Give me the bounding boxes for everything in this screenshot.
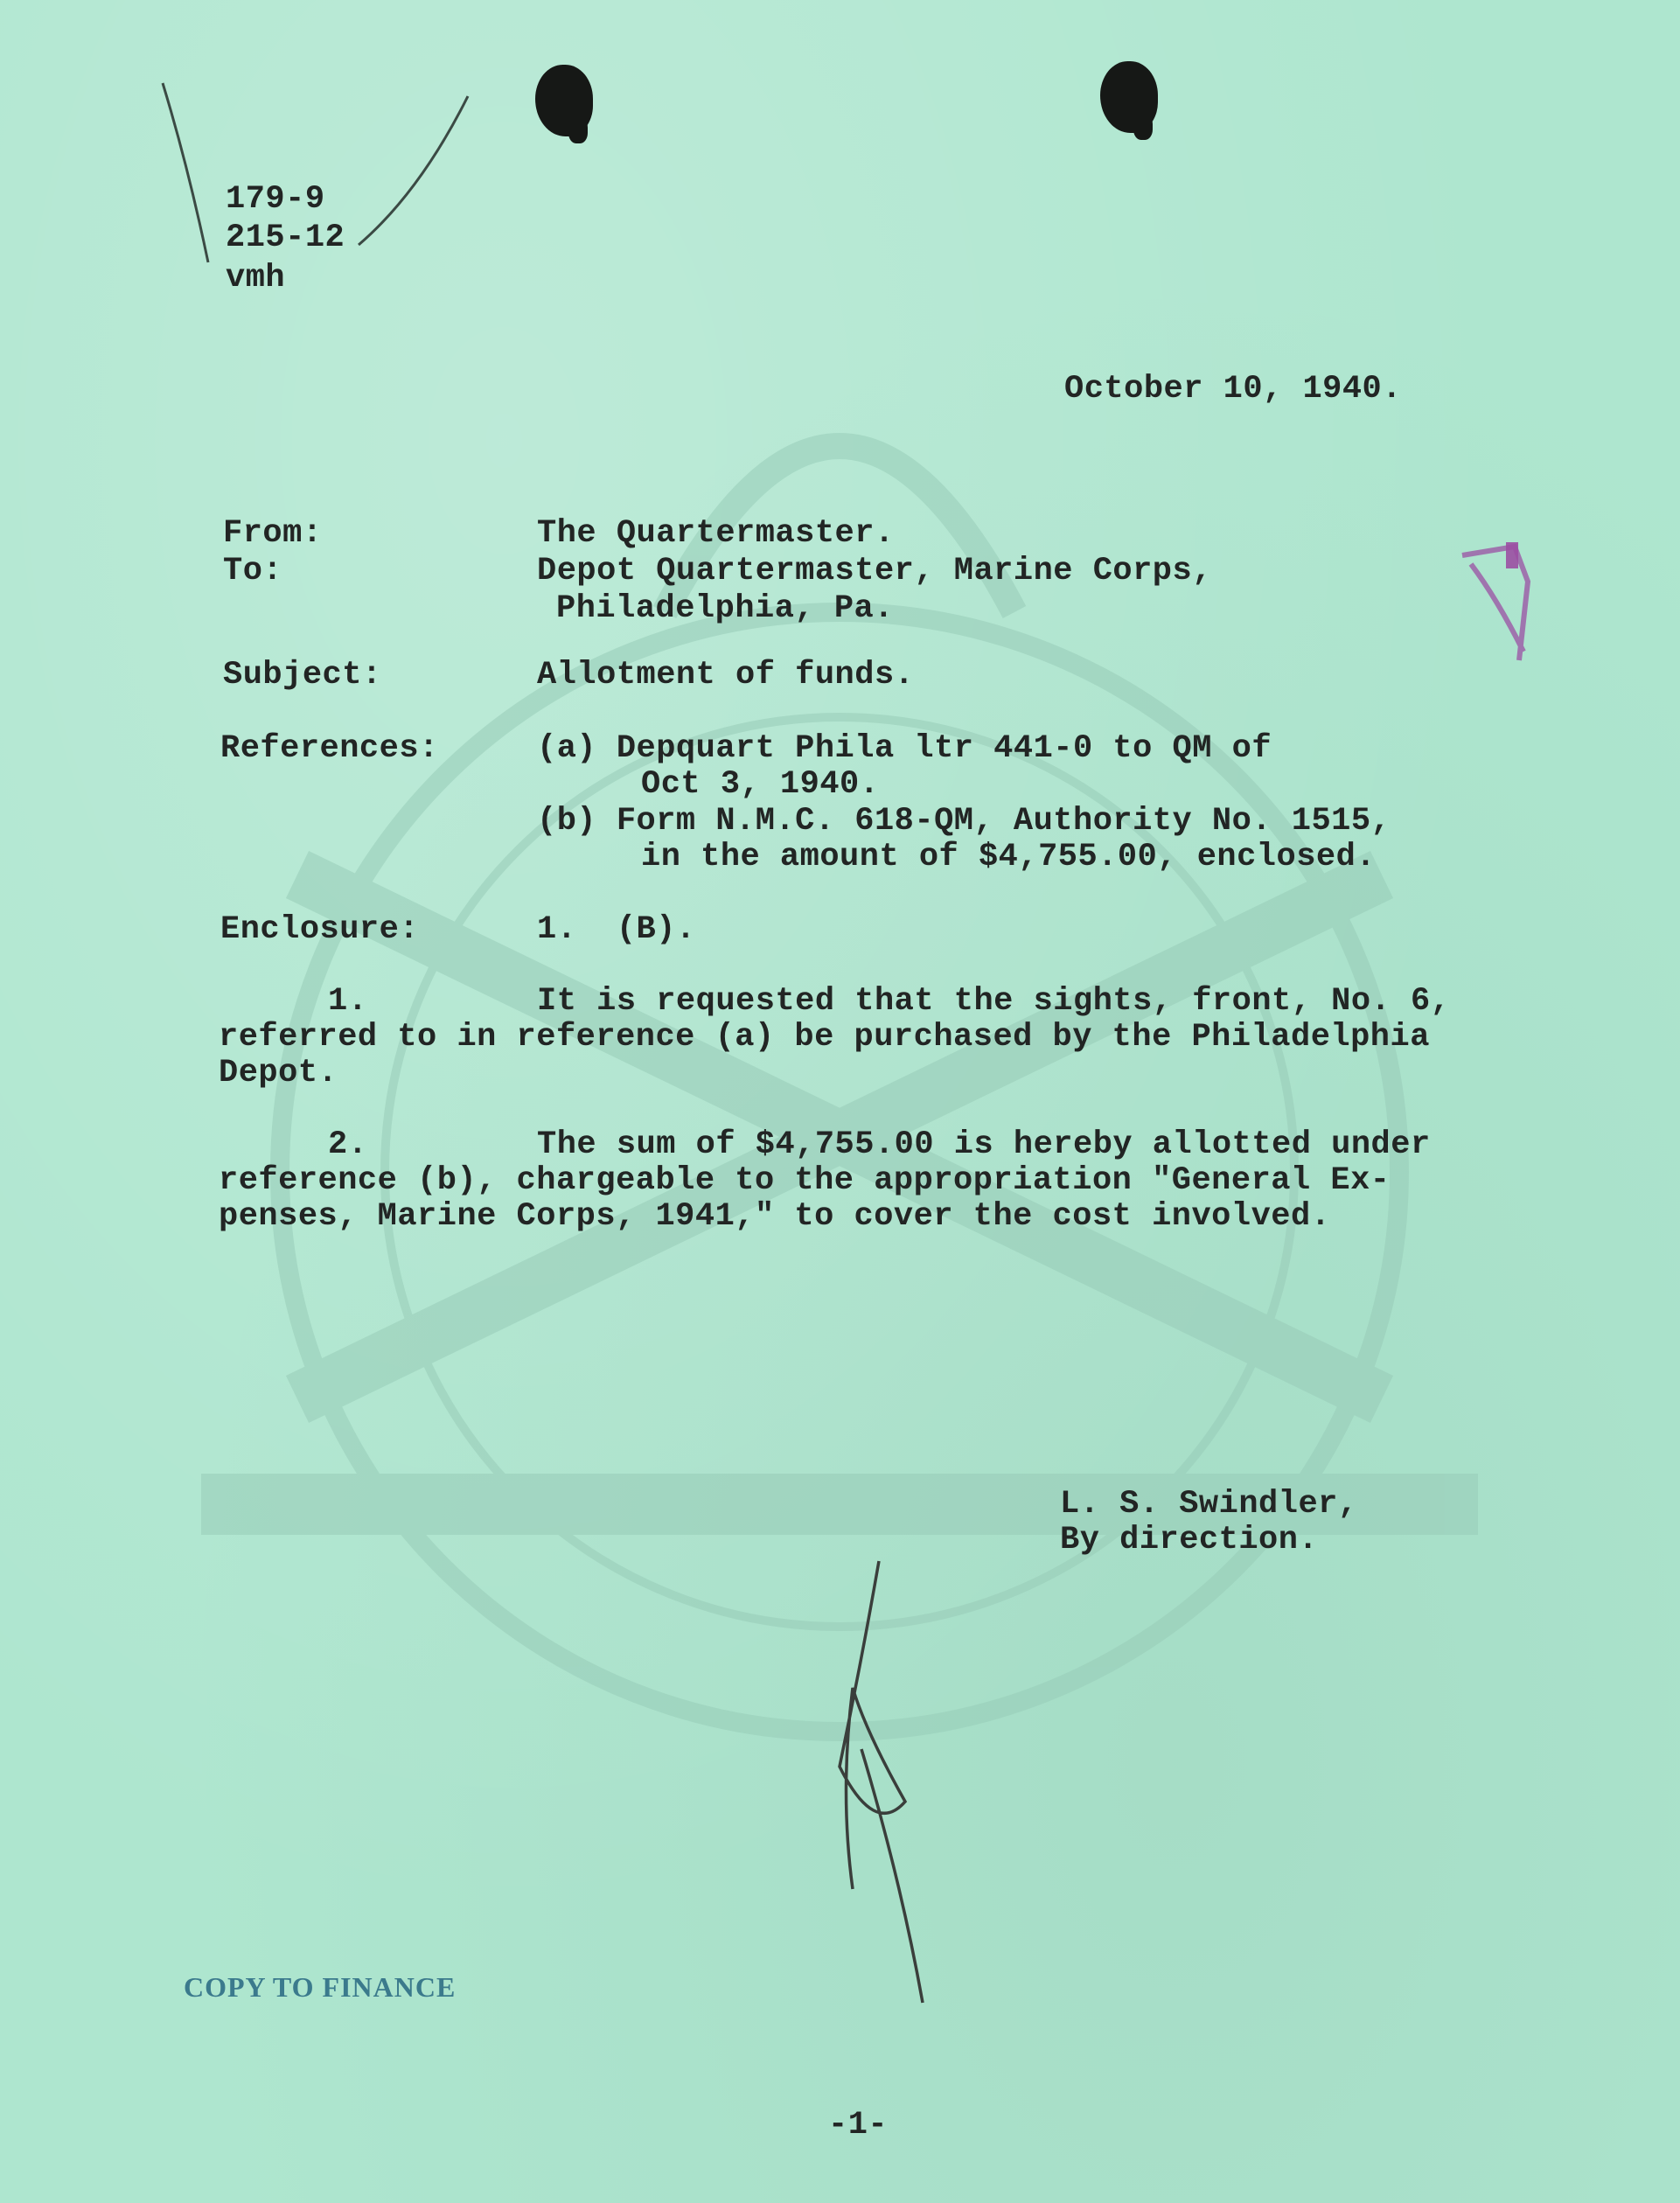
reference-a-line1: (a) Depquart Phila ltr 441-0 to QM of [537,730,1272,767]
reference-a-line2: Oct 3, 1940. [641,766,880,803]
letter-date: October 10, 1940. [1064,371,1402,408]
file-ref-2: 215-12 [226,220,345,256]
paragraph-1-line1: It is requested that the sights, front, No. 6, [537,983,1451,1020]
signature-scrawl [840,1561,923,2003]
paragraph-1-number: 1. [328,983,368,1020]
paragraph-2-line1: The sum of $4,755.00 is hereby allotted under [537,1126,1431,1163]
signature-name: L. S. Swindler, [1060,1486,1358,1523]
from-value: The Quartermaster. [537,515,895,552]
file-ref-1: 179-9 [226,181,325,218]
reference-b-line2: in the amount of $4,755.00, enclosed. [641,839,1377,875]
enclosure-value: 1. (B). [537,911,696,948]
to-value-line2: Philadelphia, Pa. [556,590,894,627]
paragraph-1-line2: referred to in reference (a) be purchased by the Philadelphia [219,1019,1430,1056]
enclosure-label: Enclosure: [220,911,420,948]
subject-label: Subject: [223,657,382,694]
to-value-line1: Depot Quartermaster, Marine Corps, [537,553,1212,589]
to-label: To: [223,553,283,589]
purple-ink-mark [1445,538,1548,669]
paragraph-2-number: 2. [328,1126,368,1163]
paragraph-2-line2: reference (b), chargeable to the appropriation "General Ex- [219,1162,1391,1199]
paragraph-1-line3: Depot. [219,1055,338,1091]
signature-title: By direction. [1060,1522,1319,1558]
from-label: From: [223,515,323,552]
page-number: -1- [828,2107,889,2144]
file-ref-initials: vmh [226,260,286,296]
references-label: References: [220,730,439,767]
subject-value: Allotment of funds. [537,657,915,694]
reference-b-line1: (b) Form N.M.C. 618-QM, Authority No. 1515, [537,803,1391,840]
copy-to-finance-stamp: COPY TO FINANCE [184,1971,457,2003]
paragraph-2-line3: penses, Marine Corps, 1941," to cover the cost involved. [219,1198,1331,1235]
